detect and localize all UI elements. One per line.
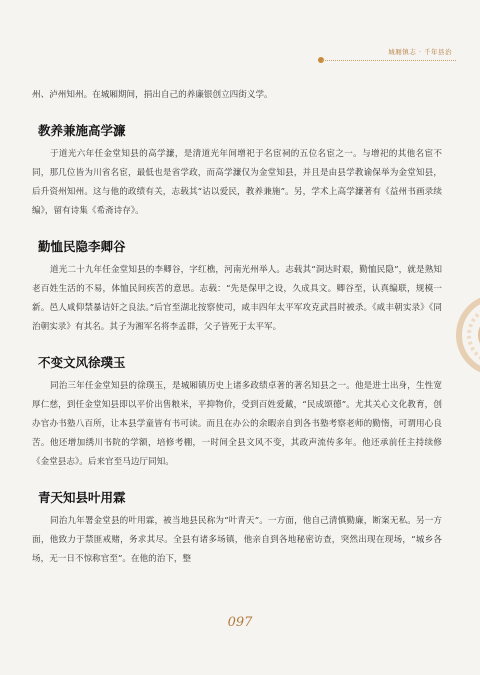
page-number: 097 xyxy=(227,615,253,630)
running-header: 城厢镇志 · 千年县治 xyxy=(388,48,452,56)
header-rule xyxy=(322,60,456,61)
main-content xyxy=(32,86,442,569)
section-heading: 勤恤民隐李卿谷 xyxy=(38,239,126,254)
section-heading: 教养兼施高学濂 xyxy=(38,123,126,138)
section-body: 于道光六年任金堂知县的高学濂，是清道光年间增祀于名宦祠的五位名宦之一。与增祀的其他名宦不同，那几位皆为川省名宦，最低也是省学政，而高学濂仅为金堂知县，并且是由县学教谕保举为金堂知县，后升资州知州。这与他的政绩有关，志载其“诂以爱民，教养兼施”。另，学术上高学濂著有《益州书画录续编》，留有诗集《希斋诗存》。 xyxy=(32,149,442,216)
section-body: 道光二十九年任金堂知县的李卿谷，字红樵，河南光州举人。志载其“洞达时艰，勤恤民隐”，就是熟知老百姓生活的不易，体恤民间疾苦的意思。志载：“先是保甲之设，久成具文。卿谷至，认真编联，规模一新。邑人咸仰禁暴诘奸之良法。”后官至湖北按察使司，咸丰四年太平军攻克武昌时被杀。《咸丰朝实录》《同治朝实录》有其名。其子为湘军名将李孟群，父子皆死于太平军。 xyxy=(32,265,442,332)
section-heading: 青天知县叶用霖 xyxy=(38,490,126,505)
decorative-seal-icon xyxy=(452,290,480,380)
section-heading: 不变文风徐璞玉 xyxy=(38,355,126,370)
section-body: 同治三年任金堂知县的徐璞玉，是城厢镇历史上诸多政绩卓著的著名知县之一。他是进士出身，生性宽厚仁慈，到任金堂知县即以平价出售粮米，平抑物价，受到百姓爱戴，“民成颂德”。尤其关心文化教育，创办官办书塾八百所，让本县学童皆有书可读。而且在办公的余暇亲自到各书塾考察老师的勤惰，可谓用心良苦。他还增加绣川书院的学额，培修考棚，一时间全县文风不变，其政声流传多年。他还承前任主持续修《金堂县志》。后来官至马边厅同知。 xyxy=(32,381,442,467)
intro-paragraph: 州、泸州知州。在城厢期间，捐出自己的养廉银创立四街义学。 xyxy=(32,90,273,100)
section-body: 同治九年署金堂县的叶用霖，被当地县民称为“叶青天”。一方面，他自己清慎勤廉，断案无私。另一方面，他致力于禁匪戒赌，务求其尽。全县有诸多场镇，他亲自到各地秘密访查，突然出现在现场，“城乡各场，无一日不惊称官至”。在他的治下，整 xyxy=(32,516,442,564)
